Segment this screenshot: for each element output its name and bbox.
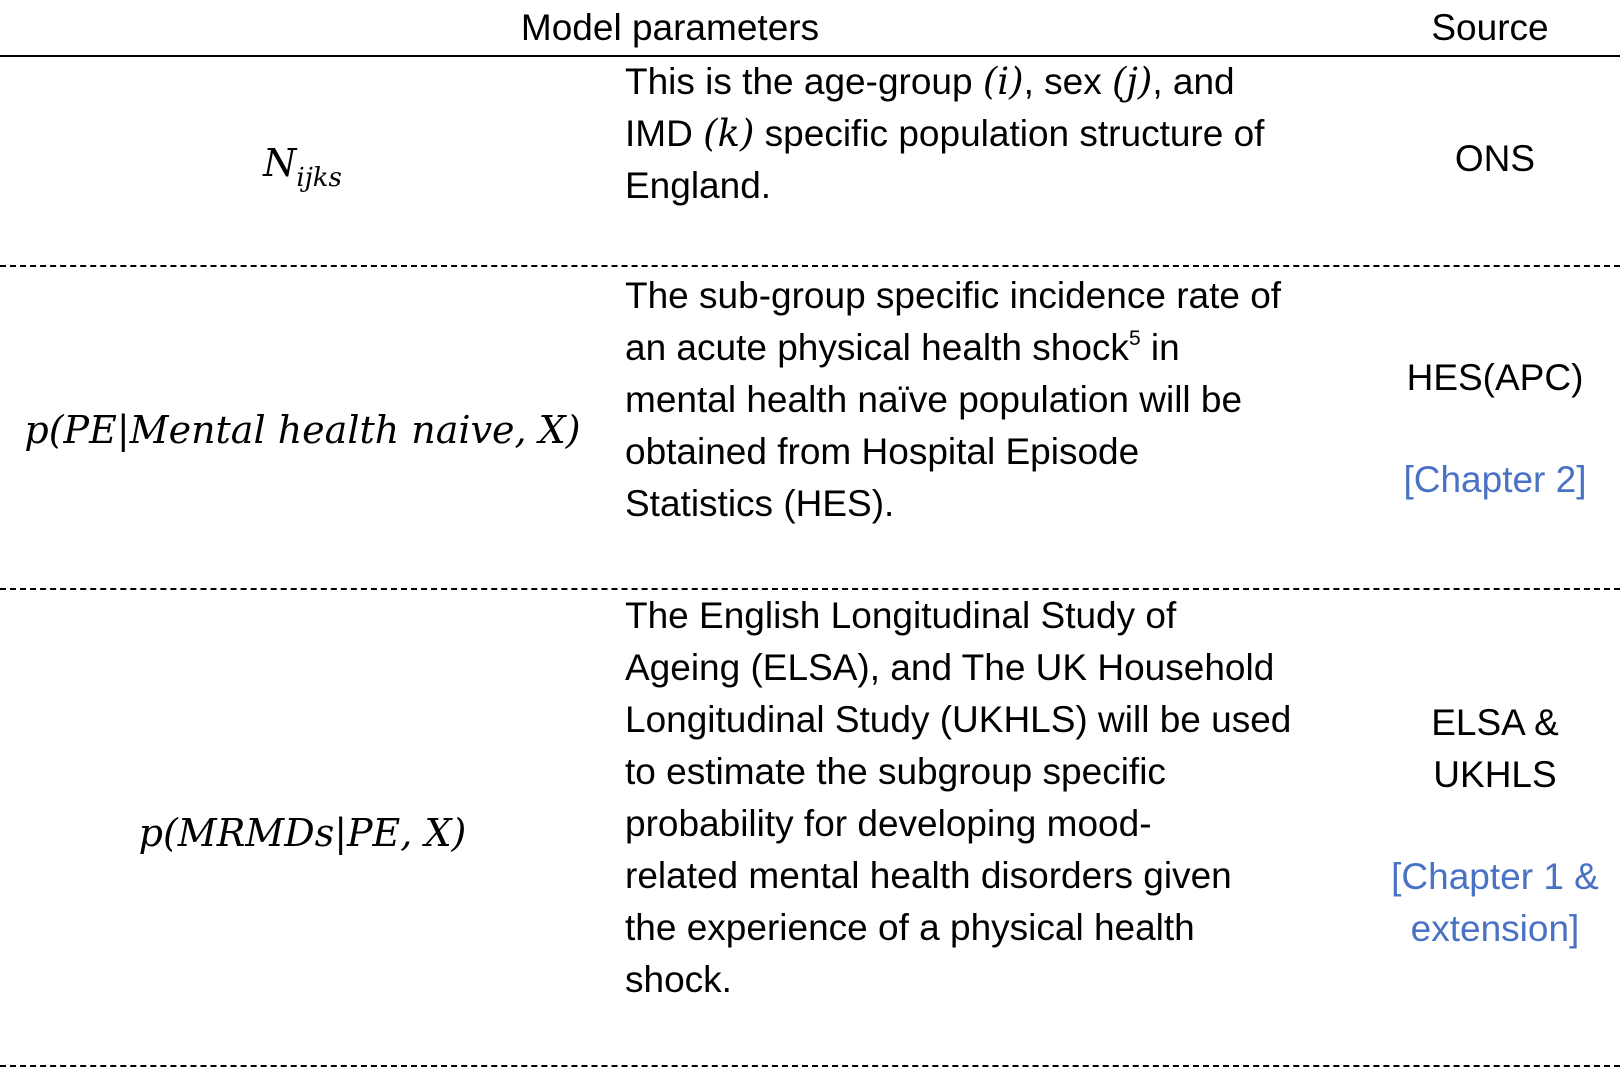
desc-line: Longitudinal Study (UKHLS) will be used bbox=[625, 699, 1292, 740]
desc-line: The sub-group specific incidence rate of bbox=[625, 275, 1282, 316]
source-hes-apc bbox=[1375, 352, 1615, 506]
param-population-structure bbox=[0, 138, 605, 193]
param-symbol: N bbox=[263, 141, 297, 185]
row-divider bbox=[0, 265, 1620, 267]
source-name: ELSA & bbox=[1431, 702, 1559, 743]
chapter-1-link-cont[interactable]: extension] bbox=[1410, 908, 1580, 949]
desc-population-structure bbox=[625, 56, 1345, 212]
math-j: (j) bbox=[1112, 60, 1153, 103]
desc-line: obtained from Hospital Episode bbox=[625, 431, 1140, 472]
desc-line: related mental health disorders given bbox=[625, 855, 1232, 896]
desc-line: Ageing (ELSA), and The UK Household bbox=[625, 647, 1275, 688]
chapter-2-link[interactable]: [Chapter 2] bbox=[1403, 459, 1587, 500]
math-i: (i) bbox=[982, 60, 1024, 103]
desc-line: England. bbox=[625, 165, 772, 206]
header-source: Source bbox=[1431, 7, 1549, 48]
desc-line: the experience of a physical health bbox=[625, 907, 1195, 948]
desc-line: mental health naïve population will be bbox=[625, 379, 1243, 420]
param-mrmd-probability: p(MRMDs|PE, X) bbox=[138, 811, 467, 855]
desc-line: This is the age-group (i), sex (j), and bbox=[625, 60, 1235, 103]
desc-line: IMD (k) specific population structure of bbox=[625, 112, 1265, 155]
desc-incidence-rate bbox=[625, 270, 1345, 530]
desc-line: an acute physical health shock$^5$ in bbox=[625, 327, 1180, 368]
param-subscript: ijks bbox=[296, 163, 342, 193]
desc-line: to estimate the subgroup specific bbox=[625, 751, 1166, 792]
chapter-1-link[interactable]: [Chapter 1 & bbox=[1391, 856, 1599, 897]
desc-mrmd-probability bbox=[625, 590, 1345, 1006]
param-incidence-rate: p(PE|Mental health naive, X) bbox=[24, 408, 581, 452]
header-model-parameters: Model parameters bbox=[520, 7, 820, 48]
source-ons: ONS bbox=[1454, 138, 1536, 179]
desc-line: probability for developing mood- bbox=[625, 803, 1152, 844]
math-k: (k) bbox=[703, 112, 755, 155]
source-name: HES(APC) bbox=[1406, 357, 1584, 398]
source-name: UKHLS bbox=[1433, 754, 1557, 795]
desc-line: shock. bbox=[625, 959, 732, 1000]
source-elsa-ukhls bbox=[1375, 697, 1615, 955]
desc-line: The English Longitudinal Study of bbox=[625, 595, 1177, 636]
row-divider bbox=[0, 1065, 1620, 1067]
footnote-marker[interactable]: 5 bbox=[1128, 327, 1141, 350]
desc-line: Statistics (HES). bbox=[625, 483, 895, 524]
